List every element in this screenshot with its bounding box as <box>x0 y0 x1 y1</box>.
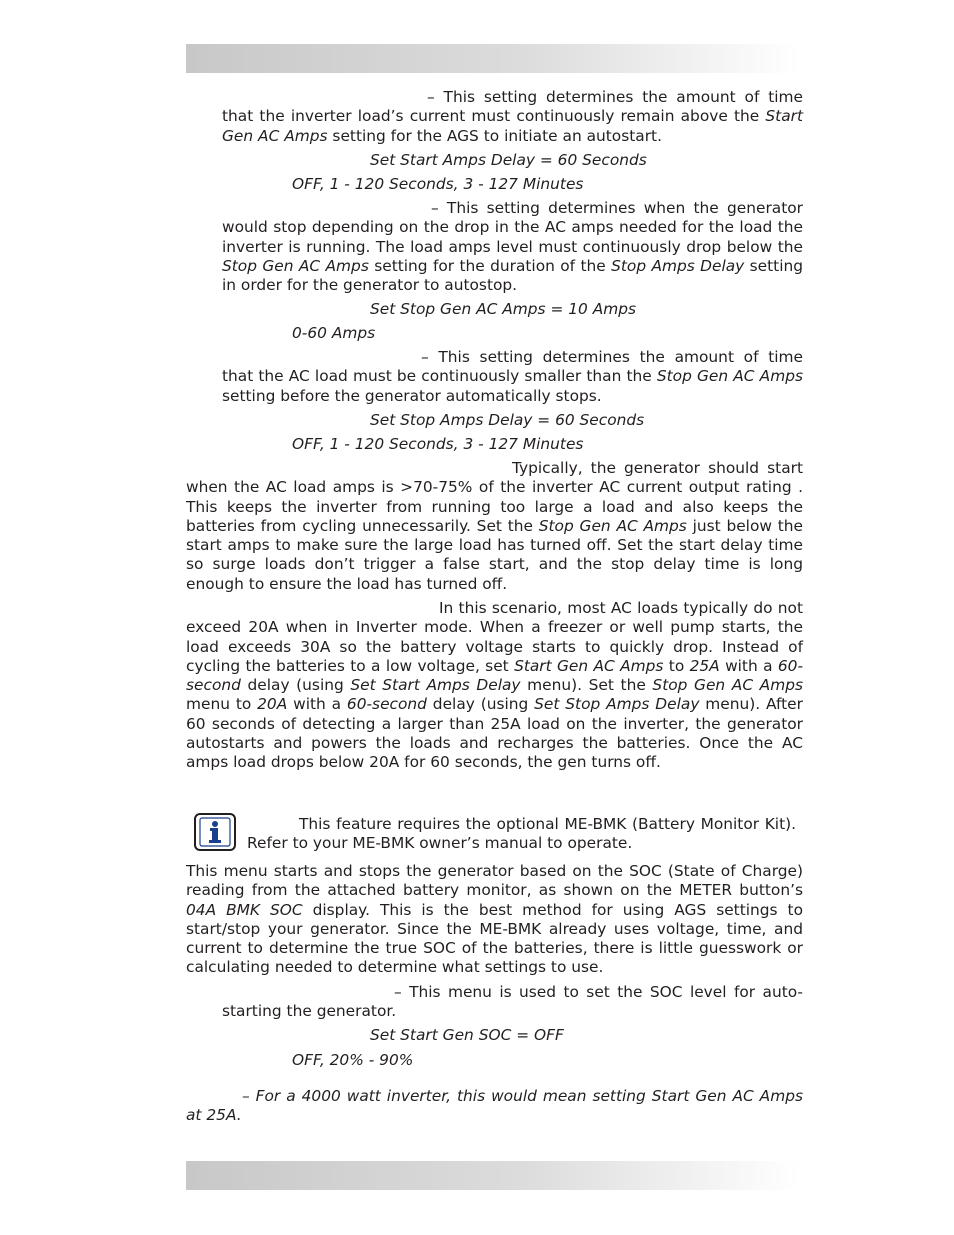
header-bar <box>186 44 800 73</box>
stop-amps-delay-range: OFF, 1 - 120 Seconds, 3 - 127 Minutes <box>292 435 584 453</box>
start-amps-delay-default: Set Start Amps Delay = 60 Seconds <box>370 151 647 169</box>
stop-gen-ac-amps-default: Set Stop Gen AC Amps = 10 Amps <box>370 300 637 318</box>
bmk-requirement-note: This feature requires the optional ME-BMK (Battery Monitor Kit). Refer to your ME-BMK owner’s manual to operate. <box>247 815 796 853</box>
start-amps-delay-description: – This setting determines the amount of time that the inverter load’s current must continuously remain above the Start Gen AC Amps setting for the AGS to initiate an autostart. <box>222 88 803 145</box>
start-gen-soc-description: – This menu is used to set the SOC level for auto-starting the generator. <box>222 983 803 1021</box>
start-gen-soc-range: OFF, 20% - 90% <box>292 1051 414 1069</box>
footer-bar <box>186 1161 800 1190</box>
start-gen-soc-default: Set Start Gen SOC = OFF <box>370 1026 564 1044</box>
ac-amps-guidance-paragraph: Typically, the generator should start when the AC load amps is >70-75% of the inverter AC current output rating . This keeps the inverter from running too large a load and also keeps the batteries from cycling unnecessarily. Set the Stop Gen AC Amps just below the start amps to make sure the large load has turned off. Set the start delay time so surge loads don’t trigger a false start, and the stop delay time is long enough to ensure the load has turned off. <box>186 459 803 593</box>
stop-amps-delay-description: – This setting determines the amount of time that the AC load must be continuously smaller than the Stop Gen AC Amps setting before the generator automatically stops. <box>222 348 803 405</box>
stop-gen-ac-amps-range: 0-60 Amps <box>292 324 376 342</box>
info-icon <box>193 812 237 852</box>
soc-menu-description: This menu starts and stops the generator based on the SOC (State of Charge) reading from the attached battery monitor, as shown on the METER button’s 04A BMK SOC display. This is the best method for using AGS settings to start/stop your generator. Since the ME-BMK already uses voltage, time, and current to determine the true SOC of the batteries, there is little guesswork or calculating needed to determine what settings to use. <box>186 862 803 977</box>
scenario-example-paragraph: In this scenario, most AC loads typically do not exceed 20A when in Inverter mode. When a freezer or well pump starts, the load exceeds 30A so the battery voltage starts to quickly drop. Instead of cycling the batteries to a low voltage, set Start Gen AC Amps to 25A with a 60-second delay (using Set Start Amps Delay menu). Set the Stop Gen AC Amps menu to 20A with a 60-second delay (using Set Stop Amps Delay menu). After 60 seconds of detecting a larger than 25A load on the inverter, the generator autostarts and powers the loads and recharges the batteries. Once the AC amps load drops below 20A for 60 seconds, the gen turns off. <box>186 599 803 772</box>
stop-gen-ac-amps-description: – This setting determines when the generator would stop depending on the drop in the AC amps needed for the load the inverter is running. The load amps level must continuously drop below the Stop Gen AC Amps setting for the duration of the Stop Amps Delay setting in order for the generator to autostop. <box>222 199 804 295</box>
start-amps-delay-range: OFF, 1 - 120 Seconds, 3 - 127 Minutes <box>292 175 584 193</box>
stop-amps-delay-default: Set Stop Amps Delay = 60 Seconds <box>370 411 645 429</box>
footnote: – For a 4000 watt inverter, this would mean setting Start Gen AC Amps at 25A. <box>186 1087 803 1125</box>
